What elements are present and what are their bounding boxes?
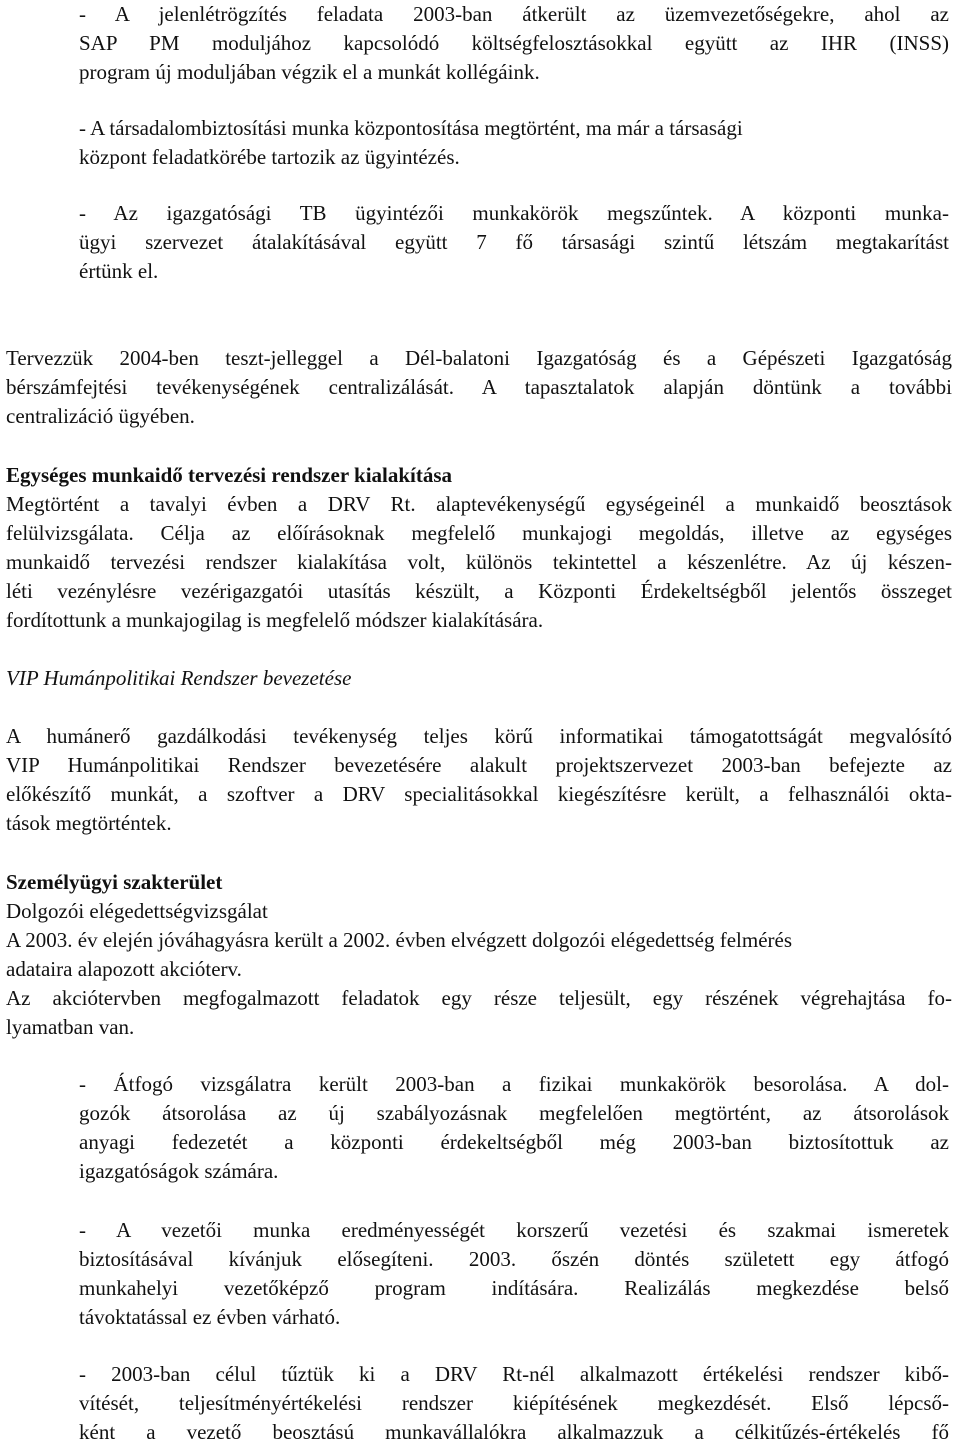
text-line: léti vezénylésre vezérigazgatói utasítás készült, a Központi Érdekeltségből jelentős összeget xyxy=(6,579,952,603)
text-line: értünk el. xyxy=(79,259,159,283)
text-line: felülvizsgálata. Célja az előírásoknak megfelelő munkajogi megoldás, illetve az egységes xyxy=(6,521,952,545)
paragraph-jelenletrogzites xyxy=(79,0,949,87)
paragraph-ertekelesi-rendszer xyxy=(79,1360,949,1447)
text-line: tások megtörténtek. xyxy=(6,811,172,835)
text-line: fordítottunk a munkajogilag is megfelelő módszer kialakítására. xyxy=(6,608,544,632)
text-line: munkahelyi vezetőképző program indítására. Realizálás megkezdése belső xyxy=(79,1276,949,1300)
text-line: - Átfogó vizsgálatra került 2003-ban a fizikai munkakörök besorolása. A dol- xyxy=(79,1072,949,1096)
paragraph-fizikai-munkakorok xyxy=(79,1070,949,1186)
text-line: ügyi szervezet átalakításával együtt 7 fő társasági szintű létszám megtakarítást xyxy=(79,230,949,254)
text-line: centralizáció ügyében. xyxy=(6,404,195,428)
text-line: Megtörtént a tavalyi évben a DRV Rt. alaptevékenységű egységeinél a munkaidő beosztások xyxy=(6,492,952,516)
section-heading: VIP Humánpolitikai Rendszer bevezetése xyxy=(6,666,352,690)
text-line: anyagi fedezetét a központi érdekeltségből még 2003-ban biztosítottuk az xyxy=(79,1130,949,1154)
text-line: előkészítő munkát, a szoftver a DRV specialitásokkal kiegészítésre került, a felhasználói okta- xyxy=(6,782,952,806)
section-heading: Személyügyi szakterület xyxy=(6,870,223,894)
text-line: bérszámfejtési tevékenységének centralizálását. A tapasztalatok alapján döntünk a további xyxy=(6,375,952,399)
text-line: - 2003-ban célul tűztük ki a DRV Rt-nél alkalmazott értékelési rendszer kibő- xyxy=(79,1362,949,1386)
section-vip-body xyxy=(6,722,952,838)
section-heading: Egységes munkaidő tervezési rendszer kialakítása xyxy=(6,463,453,487)
text-line: központ feladatkörébe tartozik az ügyintézés. xyxy=(79,145,460,169)
text-line: - A társadalombiztosítási munka központosítása megtörtént, ma már a társasági xyxy=(79,116,743,140)
paragraph-tarsadalombiztositas xyxy=(79,114,949,172)
text-line: A humánerő gazdálkodási tevékenység teljes körű informatikai támogatottságát megvalósító xyxy=(6,724,952,748)
text-line: - Az igazgatósági TB ügyintézői munkakörök megszűntek. A központi munka- xyxy=(79,201,949,225)
text-line: ként a vezető beosztású munkavállalókra alkalmazzuk a célkitűzés-értékelés fő xyxy=(79,1420,949,1444)
text-line: program új moduljában végzik el a munkát kollégáink. xyxy=(79,60,540,84)
text-line: Tervezzük 2004-ben teszt-jelleggel a Dél-balatoni Igazgatóság és a Gépészeti Igazgatóság xyxy=(6,346,952,370)
section-munkaido-tervezes xyxy=(6,461,952,635)
text-line: vítését, teljesítményértékelési rendszer kiépítésének megkezdését. Első lépcső- xyxy=(79,1391,949,1415)
text-line: munkaidő tervezési rendszer kialakítása volt, különös tekintettel a készenlétre. Az új készen- xyxy=(6,550,952,574)
text-line: - A jelenlétrögzítés feladata 2003-ban átkerült az üzemvezetőségekre, ahol az xyxy=(79,2,949,26)
text-line: távoktatással ez évben várható. xyxy=(79,1305,341,1329)
paragraph-berszamfejtes xyxy=(6,344,952,431)
section-szemelyugyi xyxy=(6,868,952,1042)
text-line: adataira alapozott akcióterv. xyxy=(6,957,242,981)
text-line: igazgatóságok számára. xyxy=(79,1159,279,1183)
paragraph-tb-ugyintezes xyxy=(79,199,949,286)
text-line: A 2003. év elején jóváhagyásra került a 2002. évben elvégzett dolgozói elégedettség felmérés xyxy=(6,928,793,952)
text-line: gozók átsorolása az új szabályozásnak megfelelően megtörtént, az átsorolások xyxy=(79,1101,949,1125)
text-line: SAP PM moduljához kapcsolódó költségfelosztásokkal együtt az IHR (INSS) xyxy=(79,31,949,55)
paragraph-vezetoi-munka xyxy=(79,1216,949,1332)
text-line: VIP Humánpolitikai Rendszer bevezetésére alakult projektszervezet 2003-ban befejezte az xyxy=(6,753,952,777)
text-line: Az akciótervben megfogalmazott feladatok egy része teljesült, egy részének végrehajtása fo- xyxy=(6,986,952,1010)
section-subheading: Dolgozói elégedettségvizsgálat xyxy=(6,899,268,923)
section-vip-heading xyxy=(6,664,952,693)
text-line: - A vezetői munka eredményességét korszerű vezetési és szakmai ismeretek xyxy=(79,1218,949,1242)
text-line: lyamatban van. xyxy=(6,1015,135,1039)
text-line: biztosításával kívánjuk elősegíteni. 2003. őszén döntés született egy átfogó xyxy=(79,1247,949,1271)
